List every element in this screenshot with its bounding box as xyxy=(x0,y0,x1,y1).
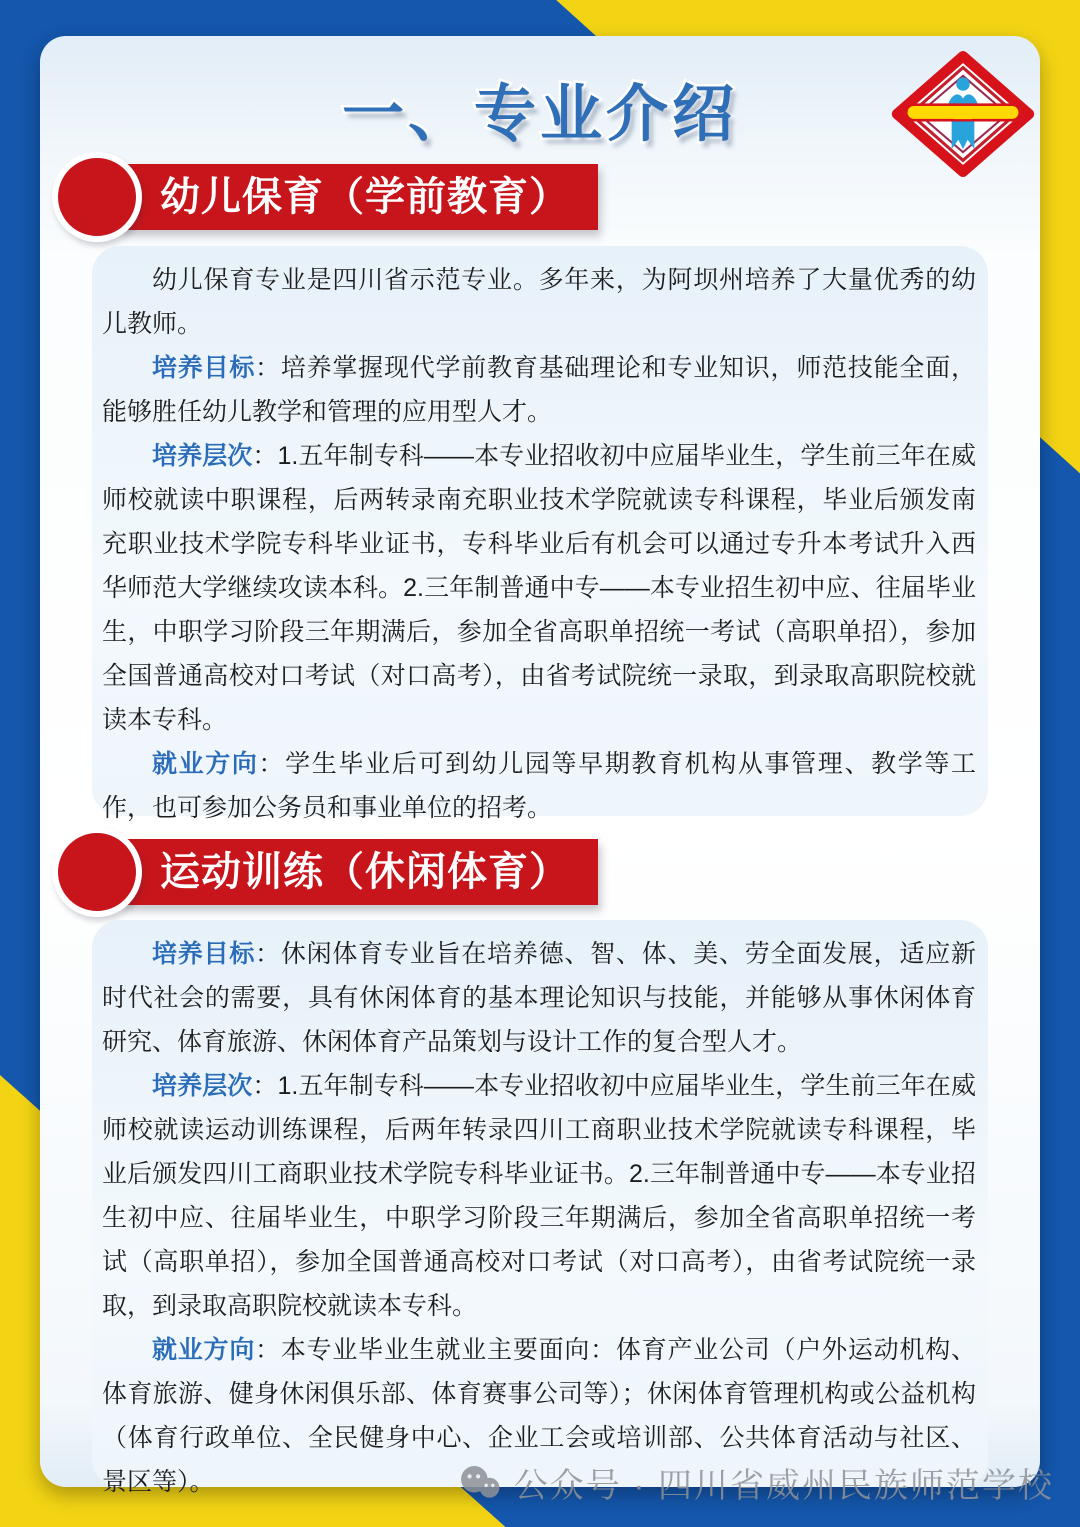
section-banner-title: 运动训练（休闲体育） xyxy=(120,839,598,905)
paragraph: 培养目标：休闲体育专业旨在培养德、智、体、美、劳全面发展，适应新时代社会的需要，具有休闲体育的基本理论知识与技能，并能够从事休闲体育研究、体育旅游、休闲体育产品策划与设计工作的复合型人才。 xyxy=(102,940,976,1056)
paragraph: 培养层次：1.五年制专科——本专业招收初中应届毕业生，学生前三年在威师校就读中职课程，后两转录南充职业技术学院就读专科课程，毕业后颁发南充职业技术学院专科毕业证书，专科毕业后有机会可以通过专升本考试升入西华师范大学继续攻读本科。2.三年制普通中专——本专业招生初中应、往届毕业生，中职学习阶段三年期满后，参加全省高职单招统一考试（高职单招），参加全国普通高校对口考试（对口高考），由省考试院统一录取，到录取高职院校就读本专科。 xyxy=(102,442,976,734)
paragraph: 就业方向：本专业毕业生就业主要面向：体育产业公司（户外运动机构、体育旅游、健身休闲俱乐部、体育赛事公司等）；休闲体育管理机构或公益机构（体育行政单位、全民健身中心、企业工会或培训部、公共体育活动与社区、景区等）。 xyxy=(102,1336,976,1496)
wechat-icon xyxy=(458,1465,502,1501)
paragraph-label: 就业方向 xyxy=(152,1336,256,1364)
section-bullet-circle xyxy=(52,152,142,242)
watermark xyxy=(458,1458,1054,1507)
paragraph-label: 培养层次 xyxy=(152,1072,253,1100)
paragraph: 培养目标：培养掌握现代学前教育基础理论和专业知识，师范技能全面，能够胜任幼儿教学和管理的应用型人才。 xyxy=(102,354,976,426)
paragraph-label: 就业方向 xyxy=(152,750,259,778)
paragraph-label: 培养层次 xyxy=(152,442,253,470)
watermark-text: 公众号 · 四川省威州民族师范学校 xyxy=(513,1467,1054,1505)
section-banner-title: 幼儿保育（学前教育） xyxy=(120,164,598,230)
school-logo-icon xyxy=(890,50,1036,178)
section-bullet-circle xyxy=(52,827,142,917)
page-title: 一、专业介绍 xyxy=(341,80,738,149)
paragraph: 就业方向：学生毕业后可到幼儿园等早期教育机构从事管理、教学等工作，也可参加公务员和事业单位的招考。 xyxy=(102,750,976,822)
paragraph: 幼儿保育专业是四川省示范专业。多年来，为阿坝州培养了大量优秀的幼儿教师。 xyxy=(102,266,976,338)
paragraph-label: 培养目标 xyxy=(152,940,256,968)
paragraph-label: 培养目标 xyxy=(152,354,256,382)
section-content-panel xyxy=(92,246,988,822)
paragraph: 培养层次：1.五年制专科——本专业招收初中应届毕业生，学生前三年在威师校就读运动训练课程，后两年转录四川工商职业技术学院就读专科课程，毕业后颁发四川工商职业技术学院专科毕业证书。2.三年制普通中专——本专业招生初中应、往届毕业生，中职学习阶段三年期满后，参加全省高职单招统一考试（高职单招），参加全国普通高校对口考试（对口高考），由省考试院统一录取，到录取高职院校就读本专科。 xyxy=(102,1072,976,1320)
